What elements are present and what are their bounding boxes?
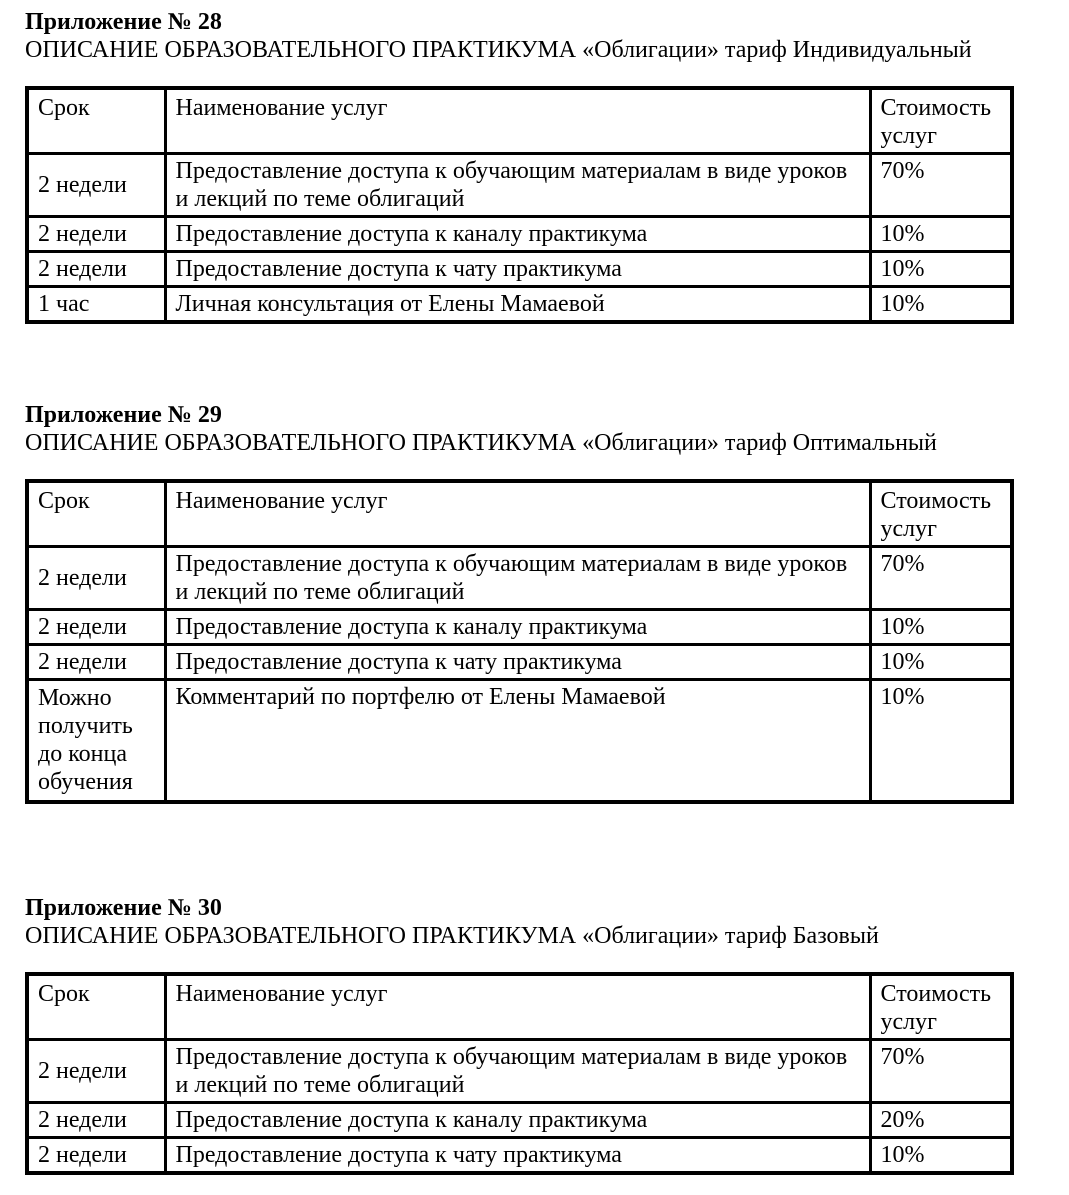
cost-cell: 10% — [870, 287, 1012, 323]
service-cell: Предоставление доступа к чату практикума — [165, 1137, 870, 1173]
cost-cell: 70% — [870, 547, 1012, 610]
appendix-title: Приложение № 30 — [25, 894, 222, 921]
duration-cell: 2 недели — [27, 1039, 165, 1102]
table-header-row — [27, 88, 1012, 154]
appendix-subtitle: ОПИСАНИЕ ОБРАЗОВАТЕЛЬНОГО ПРАКТИКУМА «Облигации» тариф Оптимальный — [25, 430, 937, 456]
duration-cell: 2 недели — [27, 1137, 165, 1173]
column-header-cost: Стоимость услуг — [870, 481, 1012, 547]
column-header-duration: Срок — [27, 481, 165, 547]
cost-cell: 10% — [870, 217, 1012, 252]
appendix-section-28 — [25, 8, 1059, 324]
service-cell: Предоставление доступа к обучающим материалам в виде уроков и лекций по теме облигаций — [165, 547, 870, 610]
column-header-cost: Стоимость услуг — [870, 88, 1012, 154]
appendix-subtitle: ОПИСАНИЕ ОБРАЗОВАТЕЛЬНОГО ПРАКТИКУМА «Облигации» тариф Индивидуальный — [25, 37, 972, 63]
appendix-title: Приложение № 28 — [25, 9, 222, 35]
table-row — [27, 680, 1012, 802]
table-row — [27, 1039, 1012, 1102]
duration-cell: 2 недели — [27, 547, 165, 610]
table-row — [27, 547, 1012, 610]
table-row — [27, 1137, 1012, 1173]
service-cell: Предоставление доступа к чату практикума — [165, 252, 870, 287]
duration-cell: 2 недели — [27, 252, 165, 287]
services-table-individual — [25, 86, 1014, 324]
cost-cell: 10% — [870, 645, 1012, 680]
service-cell: Предоставление доступа к чату практикума — [165, 645, 870, 680]
appendix-section-29 — [25, 401, 1059, 804]
table-row — [27, 645, 1012, 680]
column-header-duration: Срок — [27, 88, 165, 154]
service-cell: Предоставление доступа к каналу практикума — [165, 610, 870, 645]
table-row — [27, 252, 1012, 287]
service-cell: Предоставление доступа к каналу практикума — [165, 1102, 870, 1137]
column-header-service: Наименование услуг — [165, 974, 870, 1040]
cost-cell: 10% — [870, 252, 1012, 287]
service-cell: Предоставление доступа к обучающим материалам в виде уроков и лекций по теме облигаций — [165, 154, 870, 217]
duration-cell: 2 недели — [27, 217, 165, 252]
cost-cell: 70% — [870, 154, 1012, 217]
appendix-section-30 — [25, 894, 1059, 1175]
table-row — [27, 610, 1012, 645]
table-row — [27, 217, 1012, 252]
duration-cell: 2 недели — [27, 645, 165, 680]
duration-cell: 2 недели — [27, 610, 165, 645]
service-cell: Личная консультация от Елены Мамаевой — [165, 287, 870, 323]
service-cell: Комментарий по портфелю от Елены Мамаевой — [165, 680, 870, 802]
service-cell: Предоставление доступа к каналу практикума — [165, 217, 870, 252]
column-header-cost: Стоимость услуг — [870, 974, 1012, 1040]
cost-cell: 10% — [870, 610, 1012, 645]
table-header-row — [27, 974, 1012, 1040]
column-header-service: Наименование услуг — [165, 88, 870, 154]
table-row — [27, 287, 1012, 323]
column-header-service: Наименование услуг — [165, 481, 870, 547]
services-table-optimal — [25, 479, 1014, 804]
cost-cell: 20% — [870, 1102, 1012, 1137]
duration-cell: Можно получить до конца обучения — [27, 680, 165, 802]
appendix-title: Приложение № 29 — [25, 402, 222, 428]
appendix-subtitle: ОПИСАНИЕ ОБРАЗОВАТЕЛЬНОГО ПРАКТИКУМА «Облигации» тариф Базовый — [25, 922, 879, 949]
cost-cell: 10% — [870, 680, 1012, 802]
duration-cell: 2 недели — [27, 1102, 165, 1137]
cost-cell: 10% — [870, 1137, 1012, 1173]
column-header-duration: Срок — [27, 974, 165, 1040]
services-table-basic — [25, 972, 1014, 1175]
duration-cell: 1 час — [27, 287, 165, 323]
service-cell: Предоставление доступа к обучающим материалам в виде уроков и лекций по теме облигаций — [165, 1039, 870, 1102]
cost-cell: 70% — [870, 1039, 1012, 1102]
table-row — [27, 154, 1012, 217]
duration-cell: 2 недели — [27, 154, 165, 217]
table-header-row — [27, 481, 1012, 547]
